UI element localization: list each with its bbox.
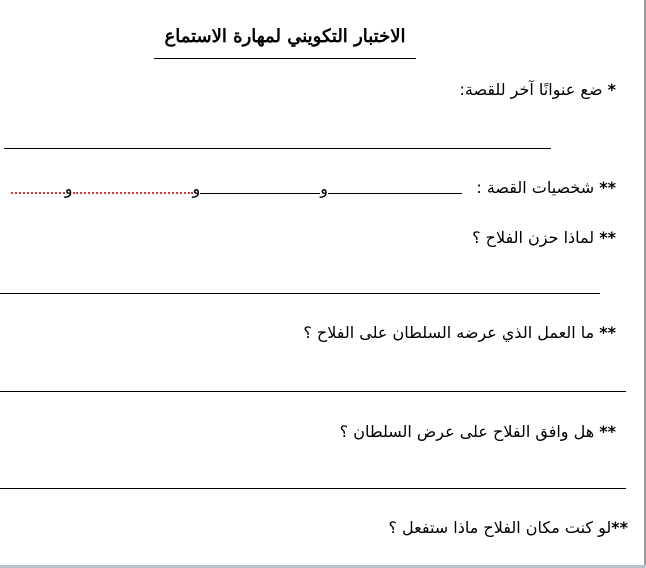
title-underline bbox=[154, 58, 416, 59]
answer-line-3[interactable] bbox=[0, 293, 600, 294]
blank-3[interactable] bbox=[73, 178, 193, 194]
question-6 bbox=[388, 518, 628, 537]
connector-3: و bbox=[64, 179, 73, 198]
blank-2[interactable] bbox=[200, 179, 320, 194]
question-2-text: شخصيات القصة : bbox=[476, 178, 595, 197]
question-1-text: ضع عنوانًا آخر للقصة: bbox=[459, 80, 603, 99]
question-3-text: لماذا حزن الفلاح ؟ bbox=[472, 228, 595, 247]
answer-line-4[interactable] bbox=[0, 391, 626, 392]
question-4-mark: ** bbox=[599, 323, 616, 342]
document-title: الاختبار التكويني لمهارة الاستماع bbox=[164, 26, 406, 47]
question-5 bbox=[340, 422, 616, 441]
characters-blanks[interactable] bbox=[0, 178, 462, 200]
question-6-mark: ** bbox=[611, 518, 628, 537]
question-5-mark: ** bbox=[599, 422, 616, 441]
blank-4[interactable] bbox=[11, 178, 65, 194]
question-4 bbox=[303, 323, 616, 342]
answer-line-1[interactable] bbox=[4, 148, 551, 149]
question-2 bbox=[476, 178, 616, 197]
question-6-text: لو كنت مكان الفلاح ماذا ستفعل ؟ bbox=[388, 518, 612, 537]
connector-1: و bbox=[320, 179, 328, 198]
question-3-mark: ** bbox=[599, 228, 616, 247]
question-3 bbox=[472, 228, 616, 247]
connector-2: و bbox=[192, 179, 201, 198]
question-1-mark: * bbox=[607, 80, 616, 99]
question-1 bbox=[459, 80, 616, 99]
question-2-mark: ** bbox=[599, 178, 616, 197]
question-4-text: ما العمل الذي عرضه السلطان على الفلاح ؟ bbox=[303, 323, 595, 342]
question-5-text: هل وافق الفلاح على عرض السلطان ؟ bbox=[339, 422, 595, 441]
blank-1[interactable] bbox=[328, 179, 462, 194]
answer-line-5[interactable] bbox=[0, 488, 626, 489]
